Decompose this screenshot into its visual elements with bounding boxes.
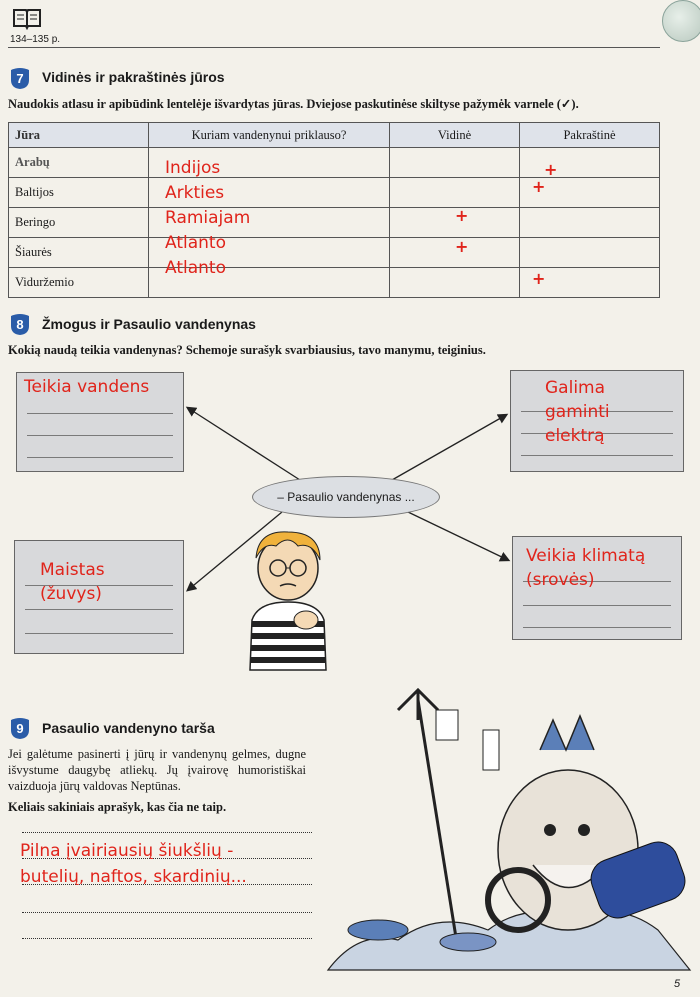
answer-bottom-right: Veikia klimatą (srovės) [526,546,646,590]
task8-instruction: Kokią naudą teikia vandenynas? Schemoje surašyk svarbiausius, tavo manymu, teiginius. [8,343,486,357]
task7-title: Vidinės ir pakraštinės jūros [42,69,225,85]
answer-line [22,938,312,939]
col-header-sea: Jūra [9,123,149,148]
sea-name: Baltijos [9,178,149,208]
inner-mark: + [455,206,469,225]
marginal-mark: + [544,160,558,179]
thinking-boy-illustration [228,520,338,680]
task9-answer-line1: Pilna įvairiausių šiukšlių - [20,841,234,861]
sea-name: Beringo [9,208,149,238]
ocean-answer: Atlanto [165,233,226,253]
task9-instruction: Keliais sakiniais aprašyk, kas čia ne taip. [8,800,227,814]
ocean-answer: Arkties [165,183,225,203]
scheme-center-ellipse [252,476,440,518]
sea-name: Viduržemio [9,268,149,298]
task7-instruction: Naudokis atlasu ir apibūdink lentelėje išvardytas jūras. Dviejose paskutinėse skiltyse pažymėk varnele (✓). [8,97,579,111]
marginal-mark: + [532,269,546,288]
task9-number: 9 [16,721,24,736]
sea-name: Arabų [9,148,149,178]
inner-mark: + [455,237,469,256]
page-number: 5 [674,978,681,990]
ocean-answer: Atlanto [165,258,226,278]
answer-top-left: Teikia vandens [24,377,150,397]
scheme-center-label: – Pasaulio vandenynas ... [277,490,415,504]
ocean-answer: Ramiajam [165,208,251,228]
sea-name: Šiaurės [9,238,149,268]
ocean-answer: Indijos [165,158,221,178]
neptune-trash-illustration [318,680,700,980]
answer-bottom-left: Maistas (žuvys) [40,560,105,604]
task8-number: 8 [16,317,24,332]
task9-badge [8,716,32,740]
answer-line [22,912,312,913]
task9-text: Jei galėtume pasinerti į jūrų ir vandenynų gelmes, dugne išvystume daugybę atliekų. Jų įvairovę humoristiškai vaizduoja jūrų valdovas Neptūnas. [8,747,306,793]
answer-top-right: Galima gaminti elektrą [545,378,610,446]
marginal-mark: + [532,177,546,196]
col-header-marginal: Pakraštinė [520,123,660,148]
task8-title: Žmogus ir Pasaulio vandenynas [42,316,256,332]
col-header-inner: Vidinė [390,123,520,148]
task9-answer-line2: butelių, naftos, skardinių... [20,867,247,887]
answer-line [22,832,312,833]
task7-number: 7 [16,71,24,86]
col-header-ocean: Kuriam vandenynui priklauso? [149,123,390,148]
task9-title: Pasaulio vandenyno tarša [42,720,215,736]
task9-answer [20,838,247,890]
page-reference: 134–135 p. [10,34,61,45]
